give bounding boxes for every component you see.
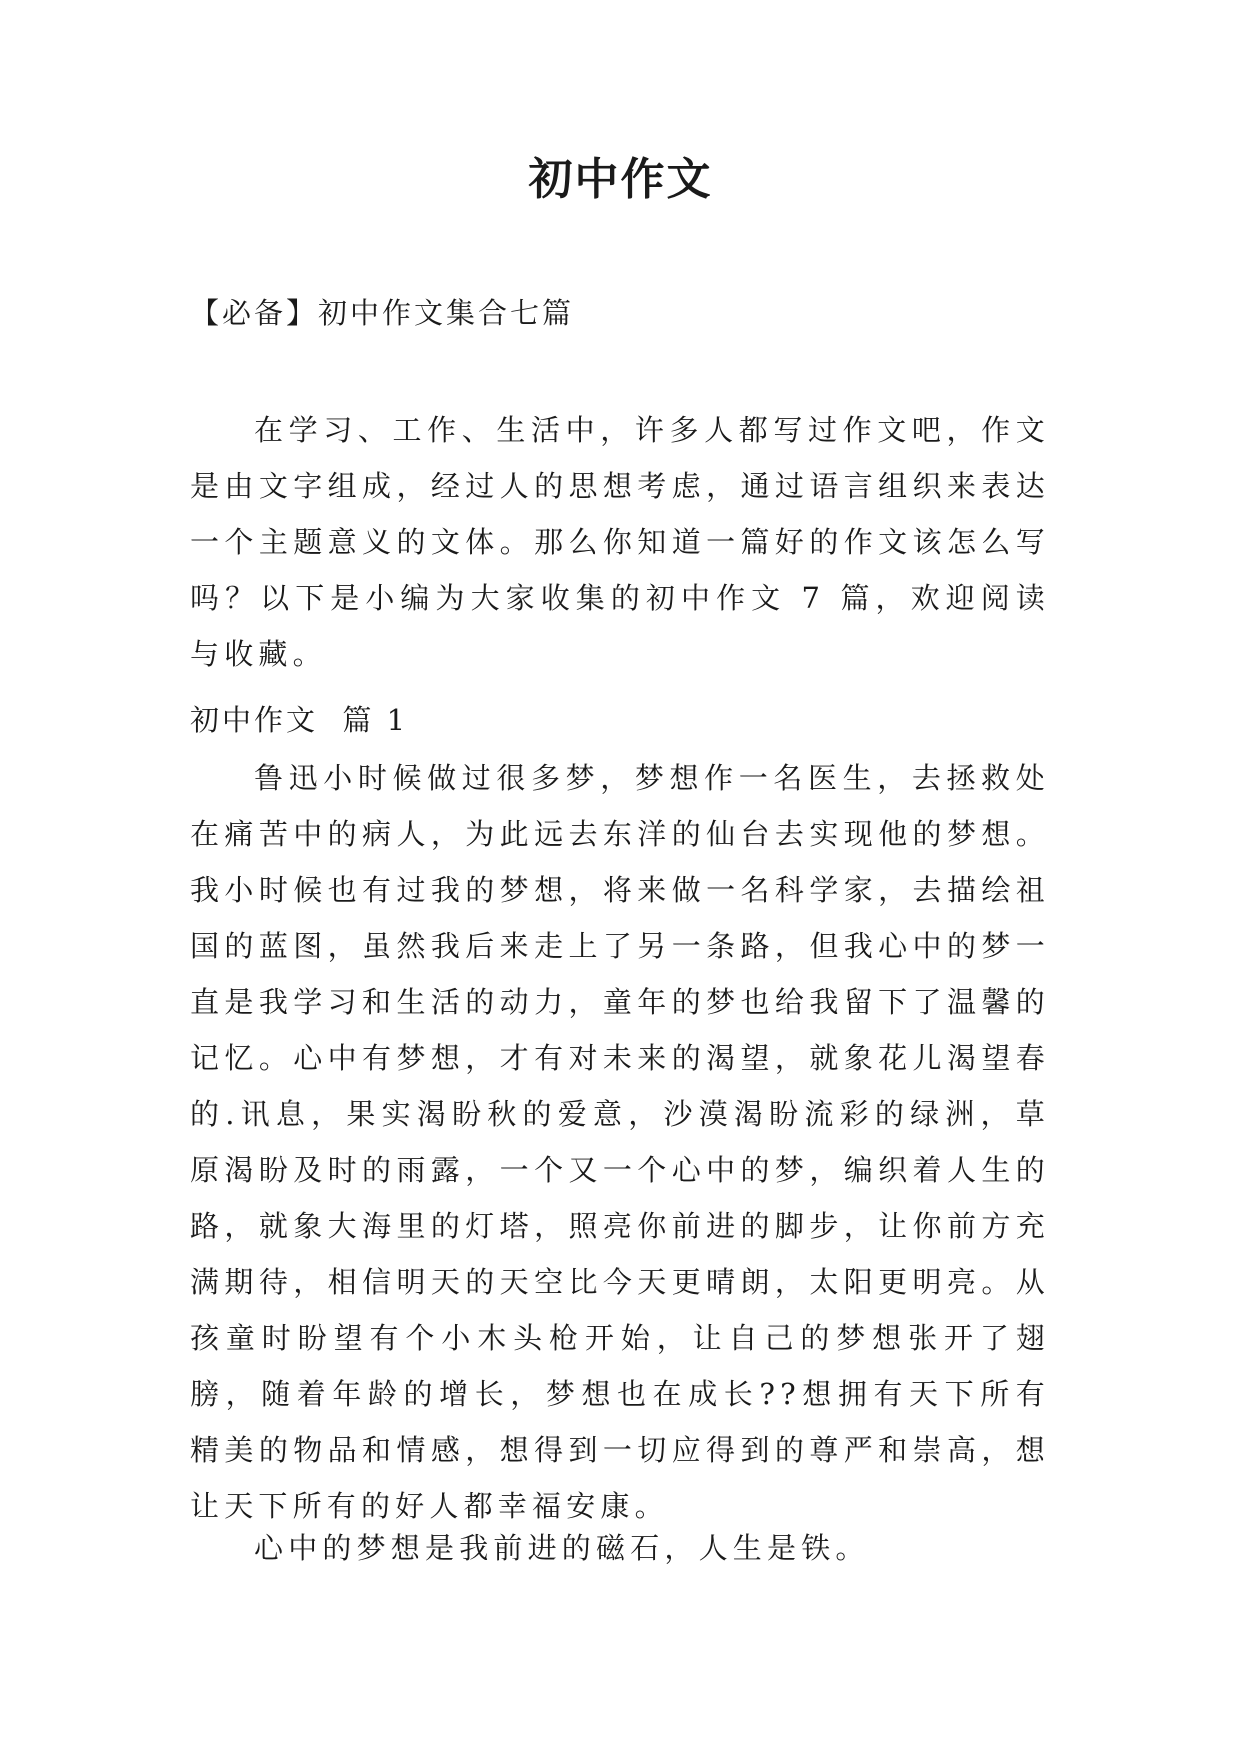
essay-paragraph: 鲁迅小时候做过很多梦，梦想作一名医生，去拯救处在痛苦中的病人，为此远去东洋的仙台去实现他的梦想。我小时候也有过我的梦想，将来做一名科学家，去描绘祖国的蓝图，虽然我后来走上了另一条路，但我心中的梦一直是我学习和生活的动力，童年的梦也给我留下了温馨的记忆。心中有梦想，才有对未来的渴望，就象花儿渴望春的.讯息，果实渴盼秋的爱意，沙漠渴盼流彩的绿洲，草原渴盼及时的雨露，一个又一个心中的梦，编织着人生的路，就象大海里的灯塔，照亮你前进的脚步，让你前方充满期待，相信明天的天空比今天更晴朗，太阳更明亮。从孩童时盼望有个小木头枪开始，让自己的梦想张开了翅膀，随着年龄的增长，梦想也在成长??想拥有天下所有精美的物品和情感，想得到一切应得到的尊严和崇高，想让天下所有的好人都幸福安康。 [190, 761, 1050, 1523]
intro-paragraph: 在学习、工作、生活中，许多人都写过作文吧，作文是由文字组成，经过人的思想考虑，通过语言组织来表达一个主题意义的文体。那么你知道一篇好的作文该怎么写吗？以下是小编为大家收集的初中作文 7 篇，欢迎阅读与收藏。 [190, 413, 1050, 671]
essay-paragraph: 心中的梦想是我前进的磁石，人生是铁。 [254, 1531, 870, 1565]
document-title: 初中作文 [528, 154, 713, 205]
section-heading: 初中作文 篇 1 [190, 703, 409, 737]
document-subtitle: 【必备】初中作文集合七篇 [190, 296, 575, 330]
